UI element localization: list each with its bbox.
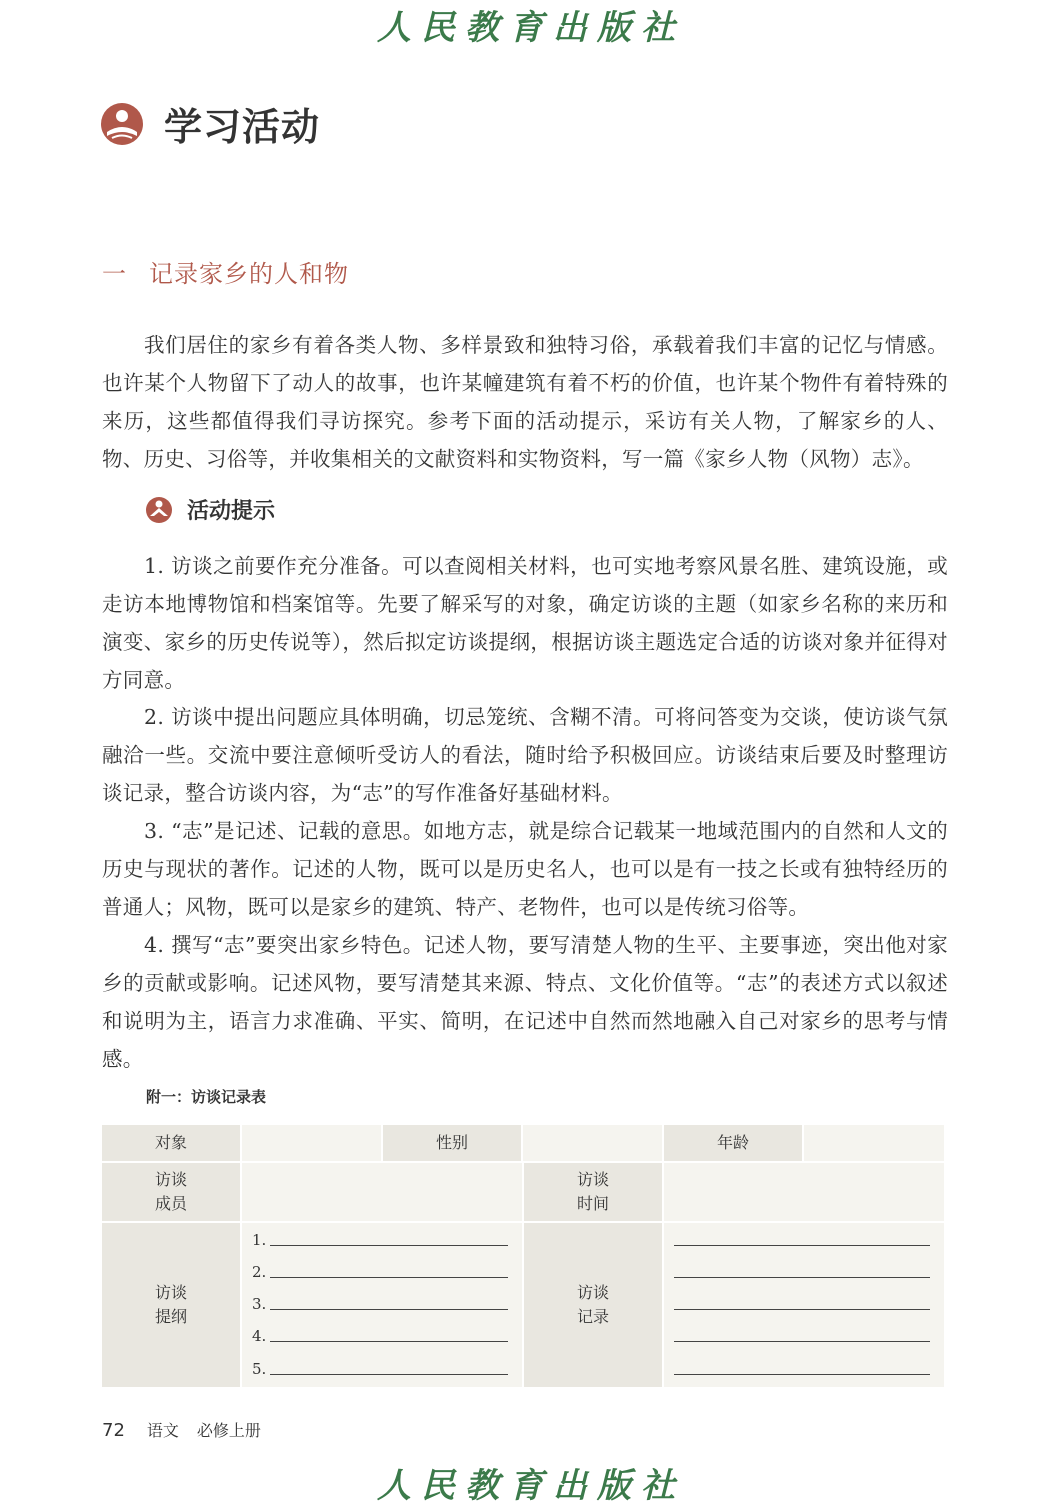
outline-line-number: 3. — [252, 1295, 267, 1313]
page-header — [100, 96, 320, 151]
outline-line-number: 5. — [252, 1360, 267, 1378]
tip-paragraph-3: 3. “志”是记述、记载的意思。如地方志，就是综合记载某一地域范围内的自然和人文的历史与现状的著作。记述的人物，既可以是历史名人，也可以是有一技之长或有独特经历的普通人；风物，既可以是家乡的建筑、特产、老物件，也可以是传统习俗等。 — [102, 819, 948, 919]
outline-line-3[interactable] — [252, 1295, 508, 1313]
section-title — [102, 254, 349, 289]
tip-paragraph-4: 4. 撰写“志”要突出家乡特色。记述人物，要写清楚人物的生平、主要事迹，突出他对家乡的贡献或影响。记述风物，要写清楚其来源、特点、文化价值等。“志”的表述方式以叙述和说明为主，语言力求准确、平实、简明，在记述中自然而然地融入自己对家乡的思考与情感。 — [102, 933, 948, 1071]
record-line-4[interactable] — [674, 1327, 930, 1345]
outline-line-number: 4. — [252, 1327, 267, 1345]
record-line-3[interactable] — [674, 1295, 930, 1313]
outline-line-5[interactable] — [252, 1360, 508, 1378]
activity-tips-icon — [145, 496, 173, 524]
section-number: 一 — [102, 260, 127, 288]
table-cell-age-value[interactable] — [804, 1125, 944, 1161]
outline-line-2[interactable] — [252, 1263, 508, 1281]
tips-label: 活动提示 — [187, 498, 276, 524]
table-cell-outline-label: 访谈 提纲 — [102, 1223, 240, 1387]
book-volume: 必修上册 — [196, 1421, 261, 1440]
interview-record-table — [102, 1125, 944, 1387]
tips-header — [145, 494, 275, 525]
book-name: 语文 — [146, 1421, 179, 1440]
record-blank-line — [674, 1245, 930, 1246]
table-cell-record-label: 访谈 记录 — [524, 1223, 662, 1387]
table-cell-subject-value[interactable] — [242, 1125, 381, 1161]
page-footer — [102, 1418, 261, 1441]
record-line-2[interactable] — [674, 1263, 930, 1281]
table-cell-age-label: 年龄 — [664, 1125, 802, 1161]
table-cell-subject-label: 对象 — [102, 1125, 240, 1161]
record-blank-line — [674, 1374, 930, 1375]
record-line-5[interactable] — [674, 1360, 930, 1378]
outline-blank-line — [270, 1245, 508, 1246]
record-blank-line — [674, 1341, 930, 1342]
tip-paragraph-2: 2. 访谈中提出问题应具体明确，切忌笼统、含糊不清。可将问答变为交谈，使访谈气氛融洽一些。交流中要注意倾听受访人的看法，随时给予积极回应。访谈结束后要及时整理访谈记录，整合访谈内容，为“志”的写作准备好基础材料。 — [102, 705, 948, 805]
outline-line-number: 1. — [252, 1231, 267, 1249]
publisher-watermark-bottom: 人民教育出版社 — [377, 1466, 685, 1506]
outline-blank-line — [270, 1277, 508, 1278]
intro-paragraph: 我们居住的家乡有着各类人物、多样景致和独特习俗，承载着我们丰富的记忆与情感。也许某个人物留下了动人的故事，也许某幢建筑有着不朽的价值，也许某个物件有着特殊的来历，这些都值得我们寻访探究。参考下面的活动提示，采访有关人物，了解家乡的人、物、历史、习俗等，并收集相关的文献资料和实物资料，写一篇《家乡人物（风物）志》。 — [102, 333, 948, 471]
table-cell-gender-value[interactable] — [523, 1125, 662, 1161]
table-cell-gender-label: 性别 — [383, 1125, 521, 1161]
appendix-title: 附一：访谈记录表 — [146, 1088, 267, 1106]
outline-line-1[interactable] — [252, 1231, 508, 1249]
record-blank-line — [674, 1277, 930, 1278]
outline-line-number: 2. — [252, 1263, 267, 1281]
publisher-watermark-top: 人民教育出版社 — [377, 8, 685, 48]
table-cell-time-label: 访谈 时间 — [524, 1163, 662, 1221]
outline-line-4[interactable] — [252, 1327, 508, 1345]
table-cell-members-label: 访谈 成员 — [102, 1163, 240, 1221]
outline-blank-line — [270, 1374, 508, 1375]
record-blank-line — [674, 1309, 930, 1310]
page-title: 学习活动 — [164, 104, 321, 149]
tip-paragraph-1: 1. 访谈之前要作充分准备。可以查阅相关材料，也可实地考察风景名胜、建筑设施，或走访本地博物馆和档案馆等。先要了解采写的对象，确定访谈的主题（如家乡名称的来历和演变、家乡的历史传说等），然后拟定访谈提纲，根据访谈主题选定合适的访谈对象并征得对方同意。 — [102, 554, 948, 692]
section-title-text: 记录家乡的人和物 — [149, 260, 349, 288]
table-cell-time-value[interactable] — [664, 1163, 944, 1221]
page-number: 72 — [102, 1420, 125, 1441]
table-cell-members-value[interactable] — [242, 1163, 522, 1221]
record-line-1[interactable] — [674, 1231, 930, 1249]
outline-blank-line — [270, 1341, 508, 1342]
outline-blank-line — [270, 1309, 508, 1310]
learning-activity-icon — [100, 102, 144, 146]
